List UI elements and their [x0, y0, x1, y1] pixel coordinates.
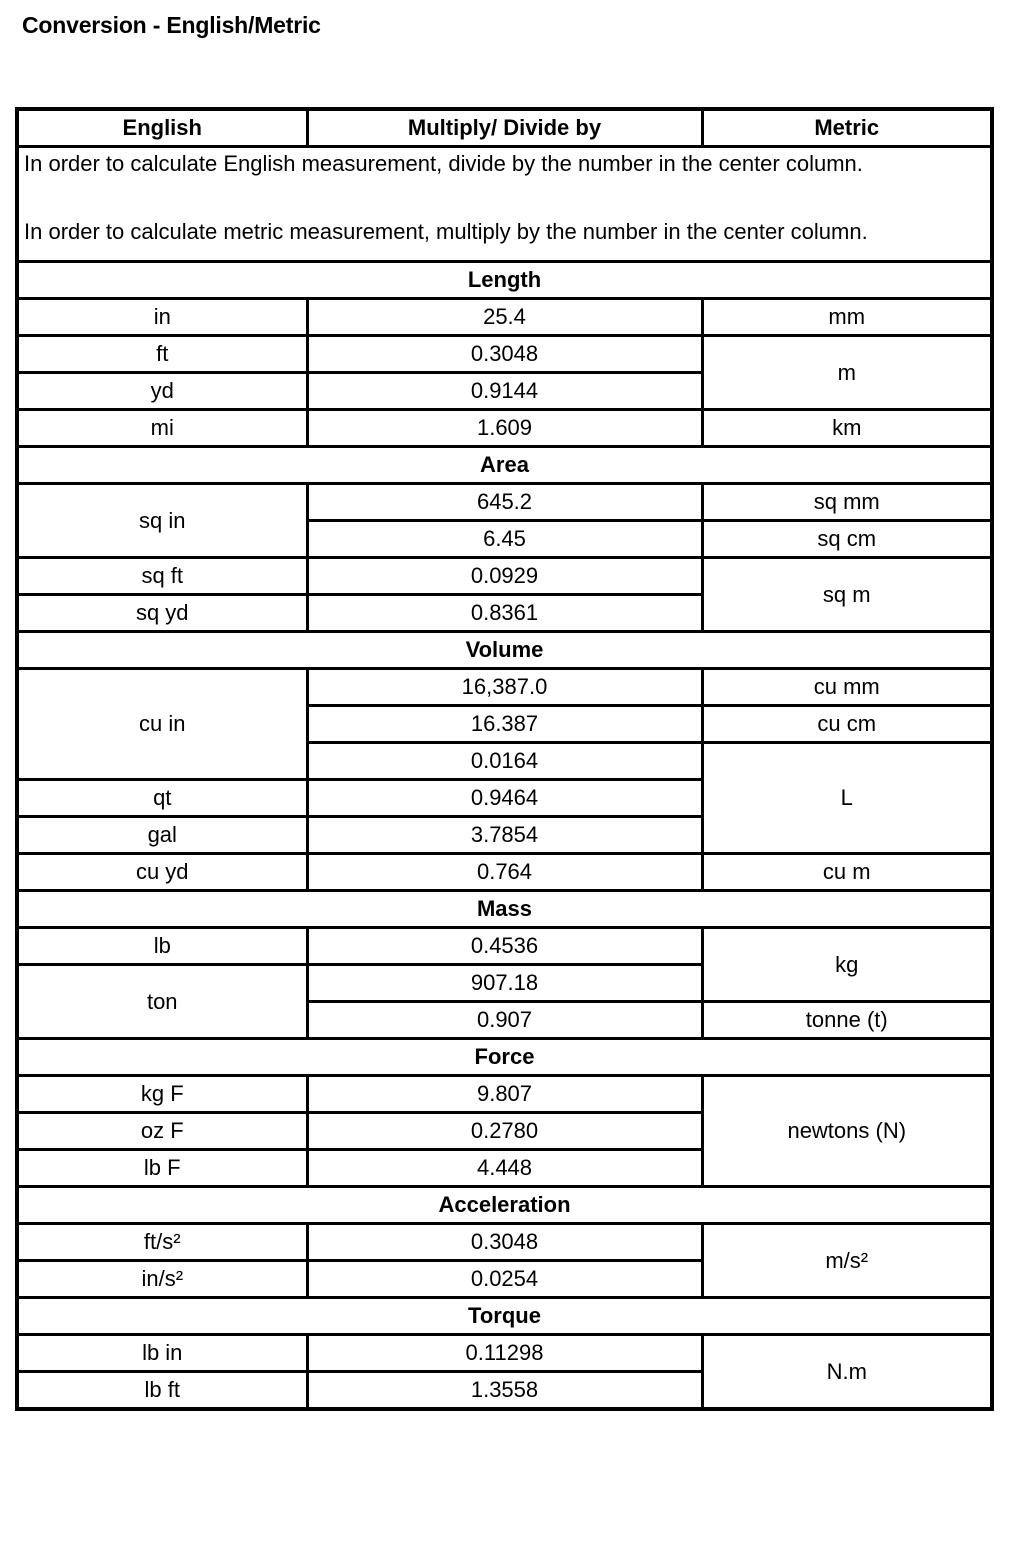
metric-unit: N.m [702, 1335, 992, 1410]
english-unit: cu in [17, 669, 307, 780]
section-title: Torque [17, 1298, 992, 1335]
english-unit: in [17, 299, 307, 336]
conversion-factor: 0.11298 [307, 1335, 702, 1372]
conversion-factor: 0.3048 [307, 1224, 702, 1261]
english-unit: qt [17, 780, 307, 817]
english-unit: in/s² [17, 1261, 307, 1298]
metric-unit: cu m [702, 854, 992, 891]
conversion-factor: 16.387 [307, 706, 702, 743]
conversion-factor: 0.0254 [307, 1261, 702, 1298]
english-unit: kg F [17, 1076, 307, 1113]
english-unit: oz F [17, 1113, 307, 1150]
section-row-area [17, 447, 992, 484]
english-unit: mi [17, 410, 307, 447]
page-title: Conversion - English/Metric [22, 12, 321, 38]
conversion-factor: 0.3048 [307, 336, 702, 373]
header-english: English [17, 109, 307, 147]
section-row-force [17, 1039, 992, 1076]
table-row [17, 410, 992, 447]
conversion-factor: 4.448 [307, 1150, 702, 1187]
english-unit: ton [17, 965, 307, 1039]
english-unit: sq ft [17, 558, 307, 595]
conversion-factor: 0.8361 [307, 595, 702, 632]
english-unit: lb [17, 928, 307, 965]
section-row-acceleration [17, 1187, 992, 1224]
table-row [17, 484, 992, 521]
instructions-cell [17, 147, 992, 262]
header-factor: Multiply/ Divide by [307, 109, 702, 147]
metric-unit: km [702, 410, 992, 447]
conversion-factor: 0.9144 [307, 373, 702, 410]
conversion-factor: 0.9464 [307, 780, 702, 817]
conversion-factor: 0.0164 [307, 743, 702, 780]
metric-unit: m/s² [702, 1224, 992, 1298]
table-row [17, 854, 992, 891]
section-row-torque [17, 1298, 992, 1335]
english-unit: sq in [17, 484, 307, 558]
conversion-factor: 1.3558 [307, 1372, 702, 1410]
conversion-factor: 907.18 [307, 965, 702, 1002]
metric-unit: sq m [702, 558, 992, 632]
metric-unit: sq cm [702, 521, 992, 558]
english-unit: lb F [17, 1150, 307, 1187]
section-title: Force [17, 1039, 992, 1076]
conversion-factor: 3.7854 [307, 817, 702, 854]
header-metric: Metric [702, 109, 992, 147]
english-unit: lb in [17, 1335, 307, 1372]
conversion-factor: 6.45 [307, 521, 702, 558]
section-row-length [17, 262, 992, 299]
conversion-factor: 0.0929 [307, 558, 702, 595]
metric-unit: tonne (t) [702, 1002, 992, 1039]
english-unit: sq yd [17, 595, 307, 632]
conversion-factor: 0.907 [307, 1002, 702, 1039]
english-unit: ft/s² [17, 1224, 307, 1261]
metric-unit: cu cm [702, 706, 992, 743]
table-row [17, 1076, 992, 1113]
conversion-factor: 0.4536 [307, 928, 702, 965]
conversion-factor: 9.807 [307, 1076, 702, 1113]
metric-unit: L [702, 743, 992, 854]
conversion-factor: 16,387.0 [307, 669, 702, 706]
english-unit: yd [17, 373, 307, 410]
conversion-factor: 0.2780 [307, 1113, 702, 1150]
table-row [17, 669, 992, 706]
section-title: Acceleration [17, 1187, 992, 1224]
section-title: Mass [17, 891, 992, 928]
english-unit: gal [17, 817, 307, 854]
conversion-table [15, 107, 994, 1411]
table-row [17, 1335, 992, 1372]
metric-unit: sq mm [702, 484, 992, 521]
section-title: Volume [17, 632, 992, 669]
conversion-factor: 25.4 [307, 299, 702, 336]
section-row-volume [17, 632, 992, 669]
conversion-factor: 0.764 [307, 854, 702, 891]
section-row-mass [17, 891, 992, 928]
metric-unit: cu mm [702, 669, 992, 706]
metric-unit: newtons (N) [702, 1076, 992, 1187]
table-row [17, 1224, 992, 1261]
conversion-factor: 1.609 [307, 410, 702, 447]
metric-unit: m [702, 336, 992, 410]
instruction-english: In order to calculate English measurement, divide by the number in the center column. [24, 151, 863, 176]
table-row [17, 299, 992, 336]
conversion-factor: 645.2 [307, 484, 702, 521]
english-unit: lb ft [17, 1372, 307, 1410]
section-title: Area [17, 447, 992, 484]
metric-unit: kg [702, 928, 992, 1002]
section-title: Length [17, 262, 992, 299]
instruction-metric: In order to calculate metric measurement, multiply by the number in the center column. [24, 219, 868, 244]
table-header-row [17, 109, 992, 147]
instructions-row [17, 147, 992, 262]
english-unit: ft [17, 336, 307, 373]
english-unit: cu yd [17, 854, 307, 891]
table-row [17, 336, 992, 373]
metric-unit: mm [702, 299, 992, 336]
table-row [17, 928, 992, 965]
table-row [17, 558, 992, 595]
